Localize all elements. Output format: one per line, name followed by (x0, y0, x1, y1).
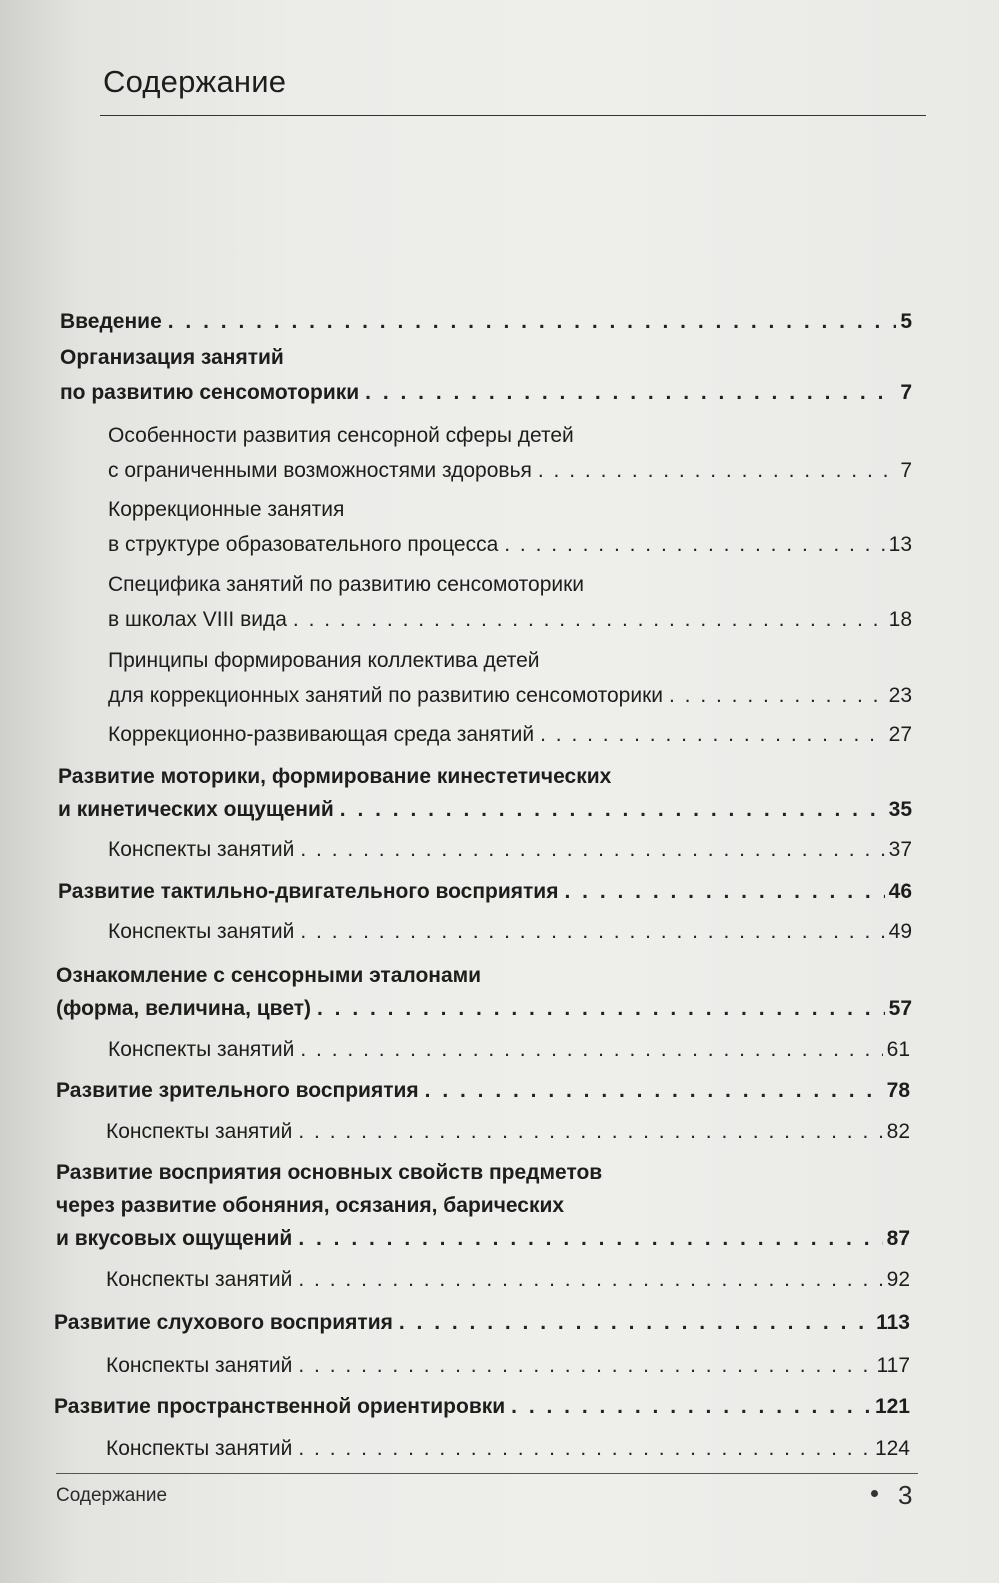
dot-leader (540, 719, 885, 750)
dot-leader (425, 1075, 883, 1106)
toc-entry-title-line: Конспекты занятий (106, 1437, 293, 1460)
toc-entry-title-line: (форма, величина, цвет) (56, 997, 311, 1020)
toc-entry-title-line: Конспекты занятий (106, 1120, 293, 1143)
toc-page-number: 113 (876, 1311, 910, 1334)
toc-page-number: 82 (886, 1120, 910, 1143)
page-title: Содержание (103, 64, 287, 99)
toc-page-number: 23 (888, 684, 912, 707)
dot-leader (300, 834, 884, 865)
toc-entry-title-line: Развитие восприятия основных свойств предметов (56, 1161, 603, 1184)
dot-leader (298, 1223, 882, 1254)
page-number: 3 (898, 1480, 913, 1510)
toc-entry-title-line: Введение (60, 310, 162, 333)
dot-leader (365, 377, 896, 408)
toc-page-number: 61 (886, 1038, 910, 1061)
dot-leader (300, 1034, 882, 1065)
toc-entry-title-line: Коррекционно-развивающая среда занятий (108, 723, 535, 746)
dot-leader (300, 916, 884, 947)
toc-entry-title-line: Конспекты занятий (108, 838, 295, 861)
toc-page-number: 7 (900, 381, 912, 404)
toc-entry-title-line: Конспекты занятий (108, 920, 295, 943)
footer-rule (56, 1473, 918, 1474)
toc-entry-title-line: Принципы формирования коллектива детей (108, 649, 540, 672)
toc-entry-title-line: для коррекционных занятий по развитию сенсомоторики (108, 684, 663, 707)
toc-entry-title-line: и вкусовых ощущений (56, 1227, 293, 1250)
dot-leader (298, 1433, 871, 1464)
toc-entry-title-line: по развитию сенсомоторики (60, 381, 360, 404)
dot-leader (317, 993, 885, 1024)
dot-leader (538, 455, 896, 486)
toc-entry-title-line: Специфика занятий по развитию сенсомоторики (108, 573, 585, 596)
dot-leader (298, 1116, 882, 1147)
toc-page-number: 13 (888, 533, 912, 556)
footer-bullet-icon (871, 1490, 878, 1497)
toc-entry-title-line: Развитие зрительного восприятия (56, 1079, 419, 1102)
dot-leader (504, 529, 884, 560)
toc-entry-title-line: Конспекты занятий (108, 1038, 295, 1061)
toc-entry-title-line: и кинетических ощущений (58, 798, 334, 821)
toc-page-number: 5 (900, 310, 912, 333)
toc-page-number: 49 (888, 920, 912, 943)
toc-page-number: 87 (886, 1227, 910, 1250)
toc-entry-title-line: Развитие слухового восприятия (54, 1311, 393, 1334)
toc-page-number: 121 (874, 1395, 910, 1418)
dot-leader (168, 306, 897, 337)
toc-entry-title-line: с ограниченными возможностями здоровья (108, 459, 532, 482)
toc-entry-title-line: Конспекты занятий (106, 1354, 293, 1377)
dot-leader (511, 1391, 871, 1422)
toc-entry-title-line: Организация занятий (60, 346, 284, 369)
toc-entry-title-line: в структуре образовательного процесса (108, 533, 499, 556)
toc-page-number: 18 (888, 608, 912, 631)
dot-leader (340, 794, 885, 825)
toc-entry-title-line: Коррекционные занятия (108, 498, 345, 521)
toc-entry-title-line: через развитие обоняния, осязания, барических (56, 1194, 565, 1217)
toc-entry-title-line: Развитие тактильно-двигательного восприятия (58, 880, 559, 903)
toc-entry-title-line: Ознакомление с сенсорными эталонами (56, 964, 482, 987)
running-footer-label: Содержание (56, 1485, 168, 1506)
dot-leader (293, 604, 885, 635)
toc-page-number: 7 (900, 459, 912, 482)
toc-page-number: 117 (876, 1354, 910, 1377)
toc-entry-title-line: Развитие моторики, формирование кинестетических (58, 765, 612, 788)
toc-entry-title-line: в школах VIII вида (108, 608, 287, 631)
toc-page-number: 92 (886, 1268, 910, 1291)
dot-leader (564, 876, 884, 907)
toc-page-number: 57 (888, 997, 912, 1020)
toc-entry-title-line: Конспекты занятий (106, 1268, 293, 1291)
toc-entry-title-line: Развитие пространственной ориентировки (54, 1395, 506, 1418)
toc-page-number: 46 (888, 880, 912, 903)
dot-leader (298, 1264, 882, 1295)
toc-page-number: 35 (888, 798, 912, 821)
dot-leader (298, 1350, 872, 1381)
dot-leader (399, 1307, 872, 1338)
toc-page-number: 78 (886, 1079, 910, 1102)
dot-leader (669, 680, 885, 711)
toc-page-number: 37 (888, 838, 912, 861)
toc-page-number: 27 (888, 723, 912, 746)
toc-page-number: 124 (874, 1437, 910, 1460)
toc-entry-title-line: Особенности развития сенсорной сферы детей (108, 424, 574, 447)
